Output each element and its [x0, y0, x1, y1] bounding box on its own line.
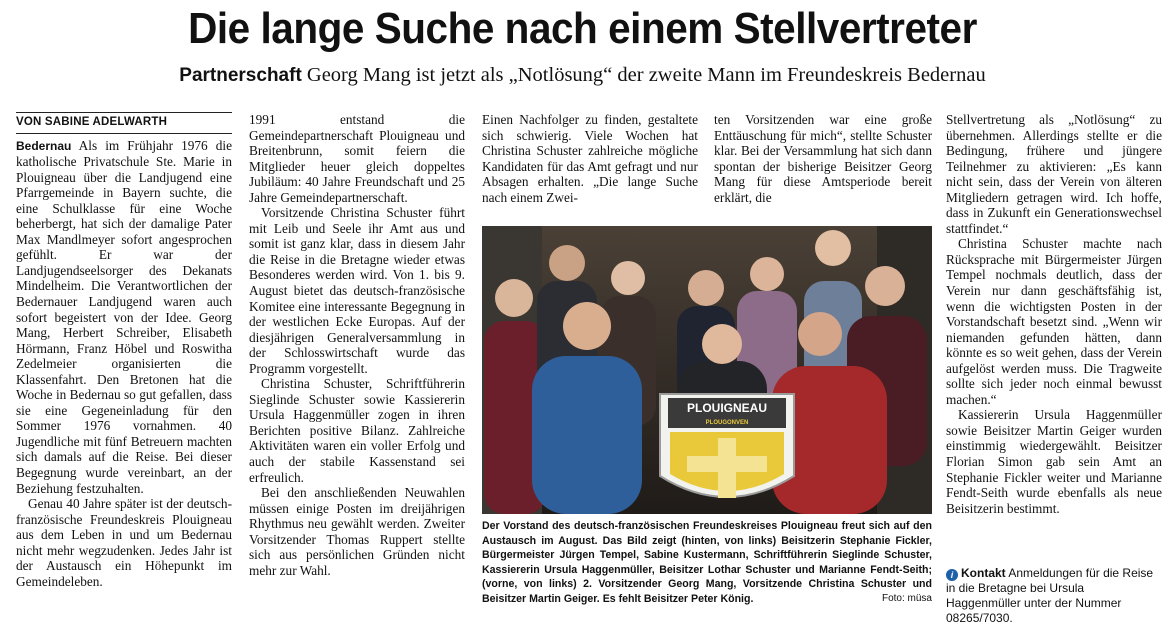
caption-text: Der Vorstand des deutsch-französischen Freundeskreises Plouigneau freut sich auf den Austausch im August. Das Bild zeigt (hinten, von links) Beisitzerin Stephanie Fickler, Bürgermeister Jürgen Tempel, Sabine Kustermann, Schriftführerin Sieglinde Schuster, Kassiererin Ursula Haggenmüller, Beisitzer Lothar Schuster und Marianne Fendt-Seith; (vorne, von links) 2. Vorsitzender Georg Mang, Vorsitzende Christina Schuster und Beisitzer Martin Geiger. Es fehlt Beisitzer Peter König.: [482, 520, 932, 605]
col5-paragraph-2: Christina Schuster machte nach Rücksprache mit Bürgermeister Jürgen Tempel nochmals deutlich, dass der Verein nur dann geschäftsfähig ist, wenn die wichtigsten Posten in der Vorstandschaft besetzt sind. „Wenn wir niemanden gefunden hätten, dann könnte es so weit gehen, dass der Verein aufgelöst werden muss. Die Tragweite sollte sich jeder noch einmal bewusst machen.“: [946, 236, 1162, 407]
subline: [0, 64, 1165, 87]
col2-paragraph-3: Christina Schuster, Schriftführerin Sieglinde Schuster sowie Kassiererin Ursula Haggenmüller zogen in ihren Berichten positive Bilanz. Zahlreiche Aktivitäten waren ein voller Erfolg und auch der stabile Kassenstand sei erfreulich.: [249, 376, 465, 485]
info-icon: i: [946, 569, 958, 581]
col1-paragraph-1-text: Als im Frühjahr 1976 die katholische Privatschule Ste. Marie in Plouigneau über die Landjugend eine Pfarrgemeinde in Bayern suchte, die eine Schulklasse für eine Woche beherbergt, hat sich der damalige Pater Max Mandlmeyer sofort angesprochen gefühlt. Er war der Landjugendseelsorger des Dekanats Mindelheim. Die Verantwortlichen der Bedernauer Landjugend waren auch sofort begeistert von der Idee. Georg Mang, Herbert Schreiber, Elisabeth Hörmann, Franz Höbel und Roswitha Zedelmeier organisierten die Klassenfahrt. Den Bretonen hat die Woche in Bedernau so gut gefallen, dass sie eine Gegeneinladung für den Sommer 1976 vornahmen. 40 Jugendliche mit fünf Betreuern machten sich damals auf die Reise. Bei dieser Begegnung wurde vereinbart, an der Beziehung festzuhalten.: [16, 137, 232, 496]
col4-paragraph-1: ten Vorsitzenden war eine große Enttäuschung für mich“, stellte Schuster klar. Bei der Versammlung hat sich dann spontan der bisherige Beisitzer Georg Mang für diese Amtsperiode bereit erklärt, die: [714, 112, 932, 205]
col3-paragraph-1: Einen Nachfolger zu finden, gestaltete sich schwierig. Viele Wochen hat Christina Schuster zahlreiche mögliche Kandidaten für das Amt gefragt und nur Absagen erhalten. „Die lange Suche nach einem Zwei-: [482, 112, 698, 205]
column-4: [714, 112, 932, 205]
subline-kicker: Partnerschaft: [179, 65, 302, 86]
photo-caption: [482, 519, 932, 607]
column-3: [482, 112, 698, 205]
group-photo: [482, 226, 932, 514]
photo-credit: Foto: müsa: [881, 592, 932, 604]
column-2: [249, 112, 465, 578]
col2-paragraph-2: Vorsitzende Christina Schuster führt mit Leib und Seele ihr Amt aus und somit ist ganz klar, dass in diesem Jahr die Reise in die Bretagne wieder etwas Besonderes werden wird. Von 1. bis 9. August bietet das deutsch-französische Komitee eine interessante Begegnung in der westlichen Ecke Europas. Auf der diesjährigen Generalversammlung in der Schlosswirtschaft wurde das Programm vorgestellt.: [249, 205, 465, 376]
headline: Die lange Suche nach einem Stellvertreter: [188, 4, 977, 53]
group-photo-illustration: [482, 226, 932, 514]
kontakt-text: Anmeldungen für die Reise in die Bretagne bei Ursula Haggenmüller unter der Nummer 08265/7030.: [946, 566, 1154, 625]
sign-subtitle: PLOUGONVEN: [705, 420, 749, 426]
byline: VON SABINE ADELWARTH: [16, 112, 232, 134]
col1-paragraph-1: [16, 138, 232, 497]
sign-title: PLOUIGNEAU: [686, 401, 768, 415]
col2-paragraph-1: 1991 entstand die Gemeindepartnerschaft Plouigneau und Breitenbrunn, somit feiern die Mitglieder heuer gleich doppeltes Jubiläum: 40 Jahre Freundschaft und 25 Jahre Gemeindepartnerschaft.: [249, 112, 465, 205]
kontakt-box: [946, 566, 1162, 626]
dateline: Bedernau: [16, 138, 72, 153]
kontakt-label: Kontakt: [961, 566, 1006, 580]
col2-paragraph-4: Bei den anschließenden Neuwahlen müssen einige Posten im dreijährigen Rhythmus neu gewählt werden. Zweiter Vorsitzender Thomas Ruppert stellte sich aus persönlichen Gründen nicht mehr zur Wahl.: [249, 485, 465, 578]
col5-paragraph-3: Kassiererin Ursula Haggenmüller sowie Beisitzer Martin Geiger wurden einstimmig wiedergewählt. Beisitzer Florian Simon gab sein Amt an Stephanie Fickler weiter und Marianne Fendt-Seith wurde ebenfalls als neue Beisitzerin bestimmt.: [946, 407, 1162, 516]
column-5: [946, 112, 1162, 516]
column-1: [16, 112, 232, 589]
col1-paragraph-2: Genau 40 Jahre später ist der deutsch-französische Freundeskreis Plouigneau aus dem Leben in und um Bedernau nicht mehr wegzudenken. Jedes Jahr ist der Austausch ein Höhepunkt im Gemeindeleben.: [16, 496, 232, 589]
subline-text: Georg Mang ist jetzt als „Notlösung“ der zweite Mann im Freundeskreis Bedernau: [306, 64, 986, 86]
col5-paragraph-1: Stellvertretung als „Notlösung“ zu übernehmen. Allerdings stellte er die Bedingung, frühere und jüngere Teilnehmer zu aktivieren: „Es kann nicht sein, dass der Verein von älteren Mitgliedern getragen wird. Ich hoffe, dass in Zukunft ein Generationswechsel stattfindet.“: [946, 112, 1162, 236]
